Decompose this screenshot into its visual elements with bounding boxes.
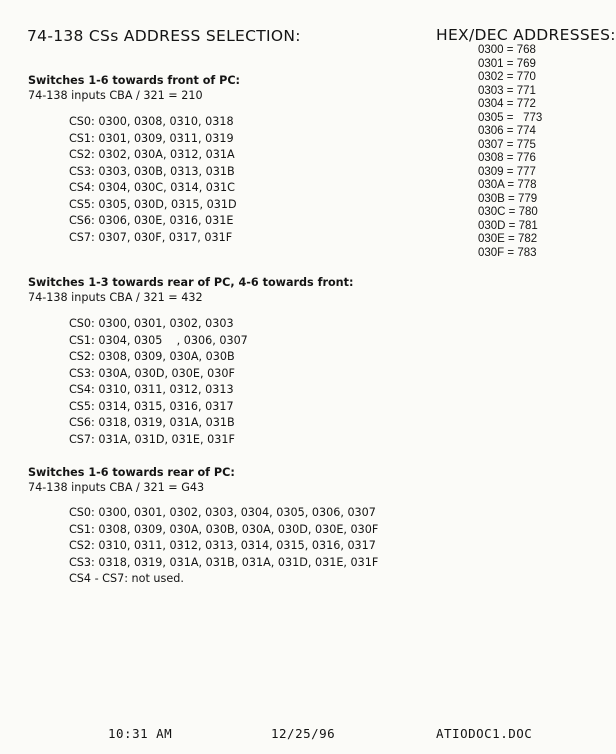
cs-line: CS6: 0306, 030E, 0316, 031E xyxy=(69,214,234,227)
section-2-heading: Switches 1-3 towards rear of PC, 4-6 towards front: xyxy=(28,276,354,289)
cs-line: CS3: 0318, 0319, 031A, 031B, 031A, 031D, 031E, 031F xyxy=(69,555,379,569)
cs-line: CS5: 0314, 0315, 0316, 0317 xyxy=(69,399,234,413)
hex-dec-row: 030D = 781 xyxy=(478,219,538,232)
section-1-cs-list xyxy=(69,114,237,246)
section-2-inputs: 74-138 inputs CBA / 321 = 432 xyxy=(28,291,203,304)
section-1-inputs: 74-138 inputs CBA / 321 = 210 xyxy=(28,89,203,102)
cs-line: CS7: 031A, 031D, 031E, 031F xyxy=(69,432,235,446)
cs-line: CS7: 0307, 030F, 0317, 031F xyxy=(69,230,233,244)
hex-dec-row: 0305 = 773 xyxy=(478,111,543,124)
cs-line: CS6: 0318, 0319, 031A, 031B xyxy=(69,416,235,429)
hex-dec-row: 0308 = 776 xyxy=(478,152,536,164)
section-3-cs-list xyxy=(69,505,378,588)
cs-line: CS2: 0310, 0311, 0312, 0313, 0314, 0315, 0316, 0317 xyxy=(69,539,376,552)
hex-dec-row: 030E = 782 xyxy=(478,233,538,245)
cs-line: CS0: 0300, 0301, 0302, 0303, 0304, 0305, 0306, 0307 xyxy=(69,506,376,519)
cs-line: CS4: 0310, 0311, 0312, 0313 xyxy=(69,383,234,396)
cs-line: CS4: 0304, 030C, 0314, 031C xyxy=(69,181,235,194)
hex-dec-row: 0301 = 769 xyxy=(478,57,536,70)
section-3-inputs: 74-138 inputs CBA / 321 = G43 xyxy=(28,481,205,494)
footer-filename: ATIODOC1.DOC xyxy=(436,726,533,741)
hex-dec-row: 030C = 780 xyxy=(478,206,538,218)
hex-dec-row: 0303 = 771 xyxy=(478,84,536,97)
hex-dec-row: 0304 = 772 xyxy=(478,98,536,110)
footer-time: 10:31 AM xyxy=(108,726,173,741)
cs-line: CS4 - CS7: not used. xyxy=(69,572,184,585)
hex-dec-row: 0302 = 770 xyxy=(478,71,536,83)
section-2-cs-list xyxy=(69,316,248,448)
cs-line: CS0: 0300, 0308, 0310, 0318 xyxy=(69,115,234,128)
hex-dec-row: 030A = 778 xyxy=(478,179,537,191)
section-3-heading: Switches 1-6 towards rear of PC: xyxy=(28,466,235,479)
cs-line: CS5: 0305, 030D, 0315, 031D xyxy=(69,197,237,211)
cs-line: CS3: 0303, 030B, 0313, 031B xyxy=(69,164,235,178)
section-1-heading: Switches 1-6 towards front of PC: xyxy=(28,74,241,87)
cs-line: CS2: 0308, 0309, 030A, 030B xyxy=(69,350,235,363)
footer-date: 12/25/96 xyxy=(271,726,336,741)
cs-line: CS1: 0308, 0309, 030A, 030B, 030A, 030D, 030E, 030F xyxy=(69,522,379,536)
cs-line: CS1: 0301, 0309, 0311, 0319 xyxy=(69,131,234,145)
hex-dec-row: 030B = 779 xyxy=(478,192,538,205)
hex-dec-row: 0307 = 775 xyxy=(478,138,536,151)
hex-dec-row: 030F = 783 xyxy=(478,246,537,259)
hex-dec-row: 0309 = 777 xyxy=(478,165,536,178)
hex-dec-row: 0300 = 768 xyxy=(478,44,536,56)
document-title: 74-138 CSs ADDRESS SELECTION: xyxy=(27,27,301,45)
hex-dec-row: 0306 = 774 xyxy=(478,125,536,137)
hex-dec-list xyxy=(478,44,542,260)
cs-line: CS2: 0302, 030A, 0312, 031A xyxy=(69,148,235,161)
hex-dec-title: HEX/DEC ADDRESSES: xyxy=(436,26,616,44)
cs-line: CS1: 0304, 0305 , 0306, 0307 xyxy=(69,333,248,347)
cs-line: CS3: 030A, 030D, 030E, 030F xyxy=(69,366,235,380)
cs-line: CS0: 0300, 0301, 0302, 0303 xyxy=(69,317,234,330)
